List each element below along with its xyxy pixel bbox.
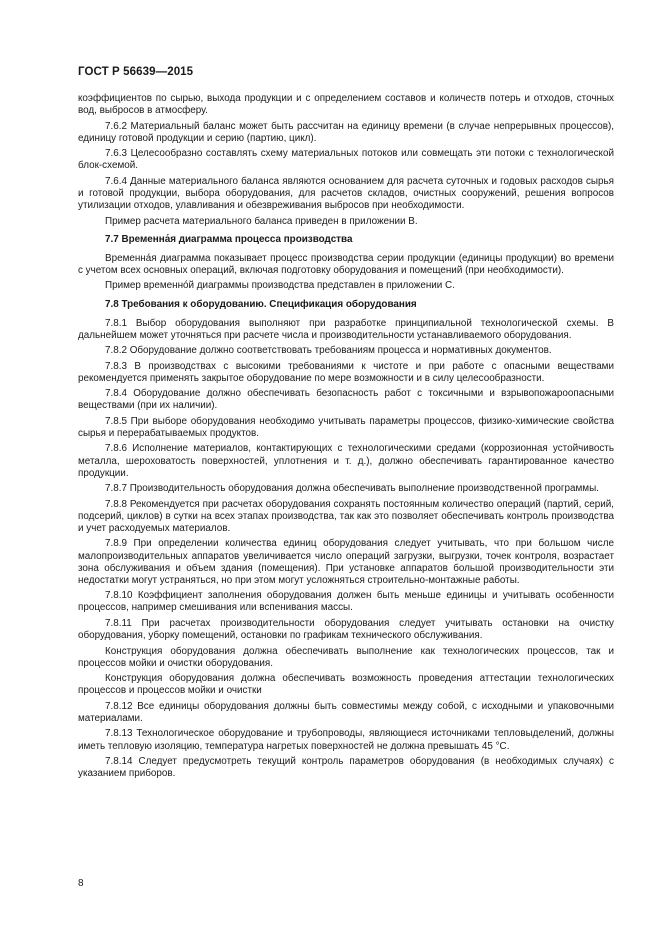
paragraph: 7.8.3 В производствах с высокими требованиями к чистоте и при работе с опасными веществами рекомендуется применять закрытое оборудование по мере возможности и в силу целесообразности. [78, 360, 614, 384]
paragraph: 7.8.11 При расчетах производительности оборудования следует учитывать остановки на очистку оборудования, уборку помещений, остановки по графикам технического обслуживания. [78, 617, 614, 642]
paragraph: 7.8.10 Коэффициент заполнения оборудования должен быть меньше единицы и учитывать особенности процессов, например смешивания или вспенивания массы. [78, 590, 614, 614]
paragraph: 7.6.4 Данные материального баланса являются основанием для расчета суточных и годовых расходов сырья и готовой продукции, выбора оборудования, для расчетов складов, очистных сооружений, решения вопросов утилизации отходов, улавливания и обезвреживания выбросов при необходимости. [78, 175, 614, 212]
paragraph: 7.6.2 Материальный баланс может быть рассчитан на единицу времени (в случае непрерывных процессов), единицу готовой продукции и серию (партию, цикл). [78, 120, 614, 144]
document-page [78, 66, 614, 784]
section-heading: 7.8 Требования к оборудованию. Спецификация оборудования [105, 298, 417, 310]
paragraph: 7.6.3 Целесообразно составлять схему материальных потоков или совмещать эти потоки с технологической блок-схемой. [78, 148, 614, 172]
document-body [78, 93, 614, 780]
paragraph: 7.8.7 Производительность оборудования должна обеспечивать выполнение производственной программы. [105, 483, 599, 495]
paragraph: Пример расчета материального баланса приведен в приложении В. [105, 215, 418, 227]
paragraph: 7.8.5 При выборе оборудования необходимо учитывать параметры процессов, физико-химические свойства сырья и перерабатываемых продуктов. [78, 415, 614, 439]
paragraph: 7.8.2 Оборудование должно соответствовать требованиям процесса и нормативных документов. [105, 345, 552, 357]
paragraph: Конструкция оборудования должна обеспечивать возможность проведения аттестации технологических процессов и процессов мойки и очистки [78, 673, 614, 697]
paragraph: Конструкция оборудования должна обеспечивать выполнение как технологических процессов, так и процессов мойки и очистки оборудования. [78, 645, 614, 669]
paragraph: 7.8.8 Рекомендуется при расчетах оборудования сохранять постоянным количество операций (партий, серий, подсерий, циклов) в сутки на всех этапах производства, так как это позволяет обеспечивать контроль производства и учет расходуемых материалов. [78, 498, 614, 534]
paragraph: Пример временно́й диаграммы производства представлен в приложении С. [105, 280, 455, 292]
page-number: 8 [78, 878, 84, 889]
paragraph: 7.8.4 Оборудование должно обеспечивать безопасность работ с токсичными и взрывопожароопасными веществами (при их наличии). [78, 388, 614, 412]
paragraph: 7.8.13 Технологическое оборудование и трубопроводы, являющиеся источниками тепловыделений, должны иметь тепловую изоляцию, температура нагретых поверхностей не должна превышать 45 °С. [78, 728, 614, 752]
paragraph: 7.8.9 При определении количества единиц оборудования следует учитывать, что при большом числе малопроизводительных аппаратов увеличивается число операций загрузки, выгрузки, точек контроля, возрастает зона обслуживания и объем здания (помещения). При установке аппаратов большой производительности эти недостатки могут устраняться, но при этом могут усложняться строительно-монтажные работы. [78, 538, 614, 586]
paragraph: 7.8.6 Исполнение материалов, контактирующих с технологическими средами (коррозионная устойчивость металла, шероховатость поверхностей, уплотнения и т. д.), должно обеспечивать гарантированное качество продукции. [78, 443, 614, 479]
paragraph: коэффициентов по сырью, выхода продукции и с определением составов и количеств потерь и отходов, сточных вод, выбросов в атмосферу. [78, 93, 614, 117]
paragraph: 7.8.14 Следует предусмотреть текущий контроль параметров оборудования (в необходимых случаях) с указанием приборов. [78, 755, 614, 780]
paragraph: 7.8.1 Выбор оборудования выполняют при разработке принципиальной технологической схемы. В дальнейшем может уточняться при расчете числа и производительности устанавливаемого оборудования. [78, 317, 614, 341]
document-header: ГОСТ Р 56639—2015 [78, 66, 194, 78]
paragraph: 7.8.12 Все единицы оборудования должны быть совместимы между собой, с исходными и упаковочными материалами. [78, 700, 614, 724]
paragraph: Временна́я диаграмма показывает процесс производства серии продукции (единицы продукции) во времени с учетом всех основных операций, включая подготовку оборудования и помещений (при необходимости). [78, 252, 614, 276]
section-heading: 7.7 Временна́я диаграмма процесса производства [105, 233, 353, 245]
